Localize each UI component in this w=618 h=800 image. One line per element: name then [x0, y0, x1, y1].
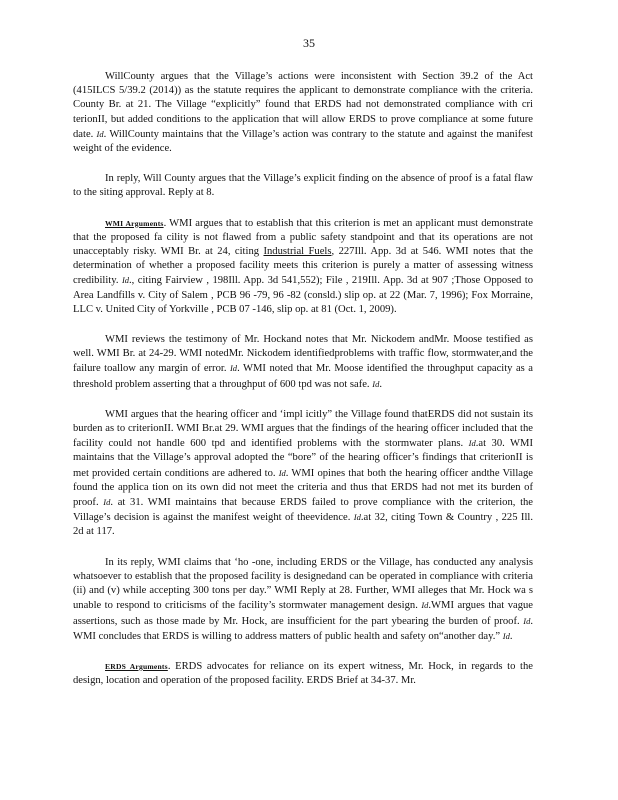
text: . WMI opines that both the hearing officer andthe Village found the applica tion on its own did not meet the criteria and thus that ERDS had not met its burden of proof. — [73, 467, 533, 509]
text: WillCounty argues that the Village’s actions were inconsistent with Section 39.2 of the Act (415ILCS 5/39.2 (2014)) as the statute requires the applicant to demonstrate compliance with the criteria. County Br. at 21. The Village “explicitly” found that ERDS had not demonstrated compliance with cri terionII, but added conditions to the application that will allow ERDS to prove compliance at some future date. — [73, 71, 533, 140]
paragraph-will-county-reply — [73, 172, 533, 200]
page-body — [73, 70, 533, 704]
section-heading-wmi-arguments: WMI Arguments — [105, 218, 164, 228]
text: WMI reviews the testimony of Mr. Hockand notes that Mr. Nickodem andMr. Moose testified as well. WMI Br. at 24-29. WMI notedMr. Nickodem identifiedproblems with traffic flow, stormwater,and the failure toallow any margin of error. — [73, 334, 533, 375]
text: .at 30. WMI maintains that the Village’s approval adopted the “bore” of the hearing officer’s findings that criterionII is met provided certain conditions are adhered to. — [73, 438, 533, 479]
text: . — [509, 630, 513, 642]
text: . WillCounty maintains that the Village’s action was contrary to the statute and against the manifest weight of the evidence. — [73, 128, 533, 155]
paragraph-wmi-arguments — [73, 217, 533, 317]
id-citation: Id — [523, 615, 531, 626]
paragraph-wmi-reply — [73, 556, 533, 644]
text: .WMI argues that vague assertions, such as those made by Mr. Hock, are insufficient for the part ybearing the burden of proof. — [73, 600, 533, 627]
text: . ERDS advocates for reliance on its expert witness, Mr. Hock, in regards to the design, location and operation of the proposed facility. ERDS Brief at 34-37. Mr. — [73, 660, 533, 687]
text: .at 32, citing Town & Country , 225 Ill. 2d at 117. — [73, 512, 533, 538]
text: . — [379, 378, 382, 390]
paragraph-erds-arguments — [73, 660, 533, 688]
paragraph-wmi-hearing-officer — [73, 408, 533, 540]
id-citation: Id — [372, 378, 380, 389]
text: WMI argues that the hearing officer and ‘impl icitly” the Village found thatERDS did not sustain its burden as to criterionII. WMI Br.at 29. WMI argues that the findings of the hearing officer included that the facility could not handle 600 tpd and identified problems with the stormwater plans. — [73, 408, 533, 450]
section-heading-erds-arguments: ERDS Arguments — [105, 661, 168, 671]
text: ., citing Fairview , 198Ill. App. 3d 541,552); File , 219Ill. App. 3d at 907 ;Those Opposed to Area Landfills v. City of Salem , PCB 96 -79, 96 -82 (consld.) slip op. at 22 (Mar. 7, 1996); Fox Morraine, LLC v. United City of Yorkville , PCB 07 -146, slip op. at 81 (Oct. 1, 2009). — [73, 275, 534, 315]
case-citation: Industrial Fuels — [263, 246, 332, 258]
text: . WMI concludes that ERDS is willing to address matters of public health and safety on“another day.” — [73, 615, 533, 642]
text: In reply, Will County argues that the Village’s explicit finding on the absence of proof is a fatal flaw to the siting approval. Reply at 8. — [73, 173, 533, 199]
id-citation: Id — [96, 128, 104, 139]
page-number: 35 — [303, 36, 315, 50]
paragraph-wmi-testimony-review — [73, 333, 533, 392]
id-citation: Id — [502, 630, 510, 641]
text: . at 31. WMI maintains that because ERDS failed to prove compliance with the criterion, the Village’s decision is against the manifest weight of theevidence. — [73, 497, 534, 524]
text: , 227Ill. App. 3d at 546. WMI notes that the determination of whether a proposed facility meets this criterion is purely a matter of assessing witness credibility. — [73, 246, 533, 287]
id-citation: Id — [121, 275, 130, 286]
id-citation: Id — [103, 497, 111, 508]
paragraph-will-county-argument — [73, 70, 533, 156]
id-citation: Id — [278, 467, 286, 478]
id-citation: Id — [353, 512, 361, 523]
id-citation: Id — [229, 363, 238, 374]
id-citation: Id — [421, 600, 429, 611]
text: . WMI noted that Mr. Moose identified the throughput capacity as a threshold problem asserting that a throughput of 600 tpd was not safe. — [73, 363, 533, 390]
id-citation: Id — [468, 438, 476, 449]
text: . WMI argues that to establish that this criterion is met an applicant must demonstrate that the proposed fa cility is not flawed from a public safety standpoint and that its operations are not unacceptably risky. WMI Br. at 24, citing — [73, 217, 533, 258]
text: In its reply, WMI claims that ‘ho -one, including ERDS or the Village, has conducted any analysis whatsoever to establish that the proposed facility is designedand can be operated in compliance with criteria (ii) and (v) while accepting 300 tons per day.” WMI Reply at 28. Further, WMI alleges that Mr. Hock wa s unable to respond to criticisms of the facility’s stormwater management design. — [73, 556, 533, 612]
